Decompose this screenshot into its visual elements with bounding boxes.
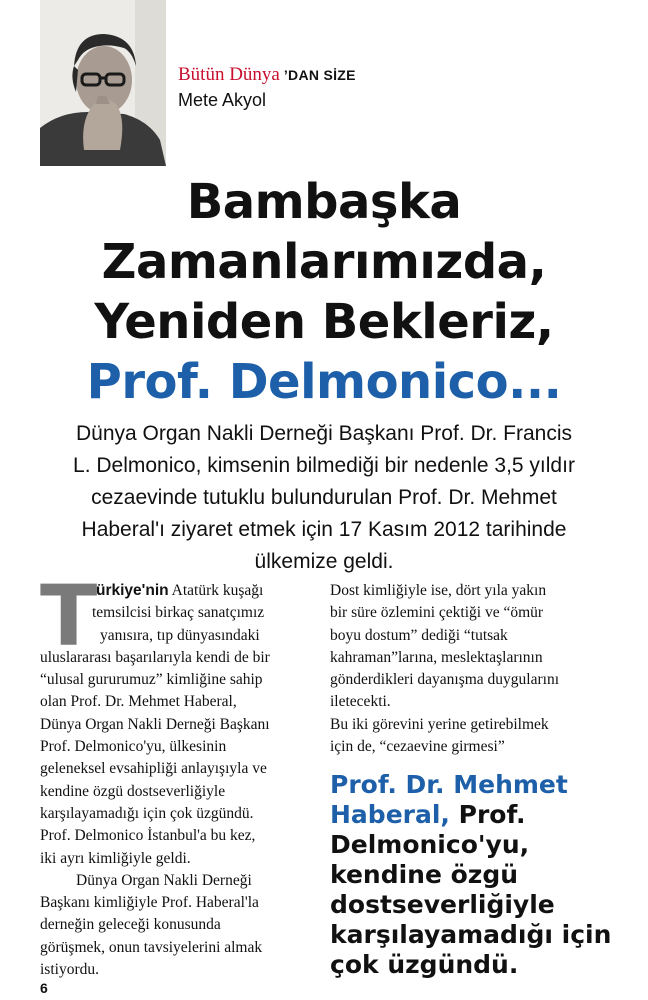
body-line: Prof. Delmonico İstanbul'a bu kez, [40, 827, 256, 845]
body-line: boyu dostum” dediği “tutsak [330, 626, 508, 644]
body-line: temsilcisi birkaç sanatçımız [92, 604, 265, 622]
article-column-1 [40, 567, 322, 981]
lead-word: ürkiye'nin [96, 582, 169, 599]
body-line: kendine özgü dostseverliğiyle [40, 782, 226, 800]
standfirst-line: Haberal'ı ziyaret etmek için 17 Kasım 2012 tarihinde [81, 518, 567, 541]
body-line: Prof. Delmonico'yu, ülkesinin [40, 738, 227, 756]
pull-quote-highlight: Haberal, [330, 800, 450, 829]
body-line: yanısıra, tıp dünyasındaki [100, 626, 260, 644]
body-line: iki ayrı kimliğiyle geldi. [40, 849, 191, 867]
pull-quote-line: kendine özgü [330, 860, 519, 889]
pull-quote-line: Delmonico'yu, [330, 830, 530, 859]
body-line: “ulusal gururumuz” kimliğine sahip [40, 671, 263, 689]
body-line: kahraman”larına, meslektaşlarının [330, 648, 543, 666]
standfirst-line: L. Delmonico, kimsenin bilmediği bir nedenle 3,5 yıldır [73, 454, 575, 477]
article-column-2 [330, 580, 620, 758]
standfirst-line: ülkemize geldi. [254, 550, 394, 573]
body-line: Dünya Organ Nakli Derneği Başkanı [40, 715, 270, 733]
pull-quote-text: Prof. [449, 800, 526, 829]
drop-cap: T [40, 567, 98, 665]
body-line: olan Prof. Dr. Mehmet Haberal, [40, 693, 237, 711]
body-line: için de, “cezaevine girmesi” [330, 738, 505, 756]
body-line: Dost kimliğiyle ise, dört yıla yakın [330, 582, 547, 599]
body-line: görüşmek, onun tavsiyelerini almak [40, 938, 263, 956]
body-line: geleneksel evsahipliği anlayışıyla ve [40, 760, 267, 778]
column-suffix: ’DAN SİZE [283, 67, 356, 83]
headline-line-1: Bambaşka [186, 174, 462, 230]
pull-quote-line: dostseverliğiyle [330, 890, 555, 919]
body-text: Atatürk kuşağı [171, 582, 264, 599]
headline [0, 172, 648, 412]
body-line: Başkanı kimliğiyle Prof. Haberal'la [40, 894, 259, 912]
body-line: gönderdikleri dayanışma duygularını [330, 671, 559, 689]
body-line: istiyordu. [40, 961, 99, 979]
body-line: derneğin geleceği konusunda [40, 916, 221, 934]
author-name: Mete Akyol [178, 90, 267, 110]
body-line [40, 580, 322, 602]
headline-line-2: Zamanlarımızda, [101, 234, 547, 290]
pull-quote-line: Prof. Dr. Mehmet [330, 770, 568, 799]
pull-quote-line: çok üzgündü. [330, 950, 519, 979]
pull-quote-line [330, 800, 630, 830]
pull-quote-line: karşılayamadığı için [330, 920, 612, 949]
column-title [178, 64, 356, 86]
headline-line-3: Yeniden Bekleriz, [94, 294, 554, 350]
standfirst [28, 418, 620, 578]
body-line: karşılayamadığı için çok üzgündü. [40, 804, 254, 822]
column-name: Bütün Dünya [178, 64, 280, 85]
body-line: bir süre özlemini çektiği ve “ömür [330, 604, 544, 622]
body-line: Dünya Organ Nakli Derneği [76, 871, 252, 889]
page-number: 6 [40, 980, 48, 996]
pull-quote [330, 770, 630, 980]
headline-line-4: Prof. Delmonico... [86, 354, 562, 410]
body-line: Bu iki görevini yerine getirebilmek [330, 715, 549, 733]
body-line: iletecekti. [330, 693, 391, 711]
author-photo [40, 0, 166, 166]
standfirst-line: Dünya Organ Nakli Derneği Başkanı Prof. Dr. Francis [75, 422, 573, 445]
standfirst-line: cezaevinde tutuklu bulundurulan Prof. Dr. Mehmet [91, 486, 557, 509]
body-line: uluslararası başarılarıyla kendi de bir [40, 648, 270, 666]
